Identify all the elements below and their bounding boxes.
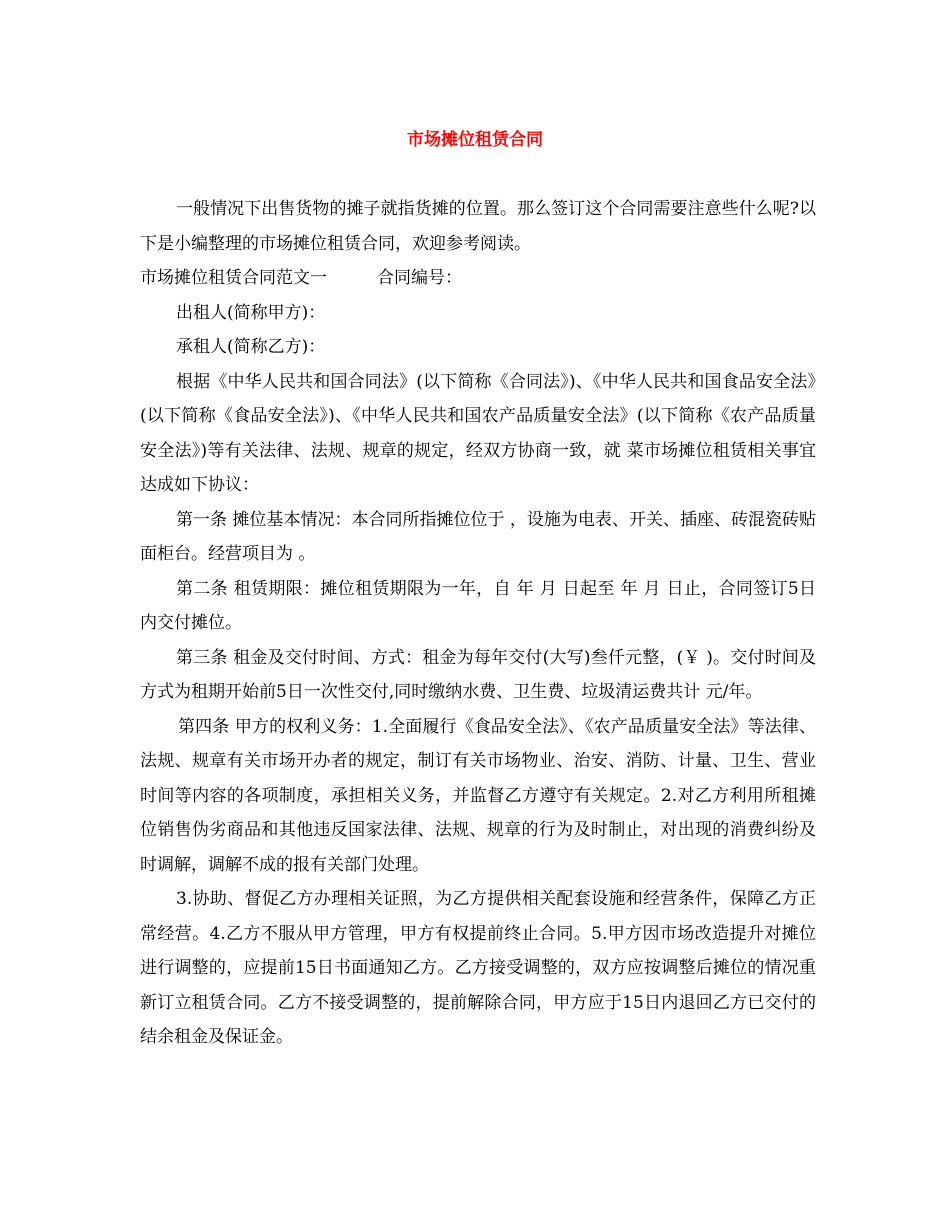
lessor-line: 出租人(简称甲方)： (176, 302, 326, 323)
article-4: 第四条 甲方的权利义务：1.全面履行《食品安全法》、《农产品质量安全法》等法律、法规、规章有关市场开办者的规定，制订有关市场物业、治安、消防、计量、卫生、营业时间等内容的各项制度，承担相关义务，并监督乙方遵守有关规定。2.对乙方利用所租摊位销售伪劣商品和其他违反国家法律、法规、规章的行为及时制止，对出现的消费纠纷及时调解，调解不成的报有关部门处理。 (140, 716, 816, 875)
document-title: 市场摊位租赁合同 (407, 130, 543, 150)
article-4-continued: 3.协助、督促乙方办理相关证照，为乙方提供相关配套设施和经营条件，保障乙方正常经营。4.乙方不服从甲方管理，甲方有权提前终止合同。5.甲方因市场改造提升对摊位进行调整的，应提前15日书面通知乙方。乙方接受调整的，双方应按调整后摊位的情况重新订立租赁合同。乙方不接受调整的，提前解除合同，甲方应于15日内退回乙方已交付的结余租金及保证金。 (140, 889, 816, 1047)
article-2: 第二条 租赁期限：摊位租赁期限为一年，自 年 月 日起至 年 月 日止，合同签订5日内交付摊位。 (140, 578, 816, 633)
intro-paragraph: 一般情况下出售货物的摊子就指货摊的位置。那么签订这个合同需要注意些什么呢?以下是小编整理的市场摊位租赁合同，欢迎参考阅读。 (140, 199, 816, 254)
basis-paragraph: 根据《中华人民共和国合同法》(以下简称《合同法》)、《中华人民共和国食品安全法》(以下简称《食品安全法》)、《中华人民共和国农产品质量安全法》(以下简称《农产品质量安全法》)等有关法律、法规、规章的规定，经双方协商一致，就 菜市场摊位租赁相关事宜达成如下协议： (140, 371, 816, 495)
lessee-line: 承租人(简称乙方)： (176, 337, 326, 357)
article-3: 第三条 租金及交付时间、方式：租金为每年交付(大写)叁仟元整，(￥ )。交付时间及方式为租期开始前5日一次性交付,同时缴纳水费、卫生费、垃圾清运费共计 元/年。 (140, 647, 816, 702)
document-body (140, 192, 816, 1055)
contract-number-label: 合同编号： (377, 268, 462, 288)
sample-label: 市场摊位租赁合同范文一 (140, 268, 327, 288)
article-1: 第一条 摊位基本情况：本合同所指摊位位于 ，设施为电表、开关、插座、砖混瓷砖贴面柜台。经营项目为 。 (140, 509, 816, 564)
sample-heading-line (140, 261, 816, 296)
